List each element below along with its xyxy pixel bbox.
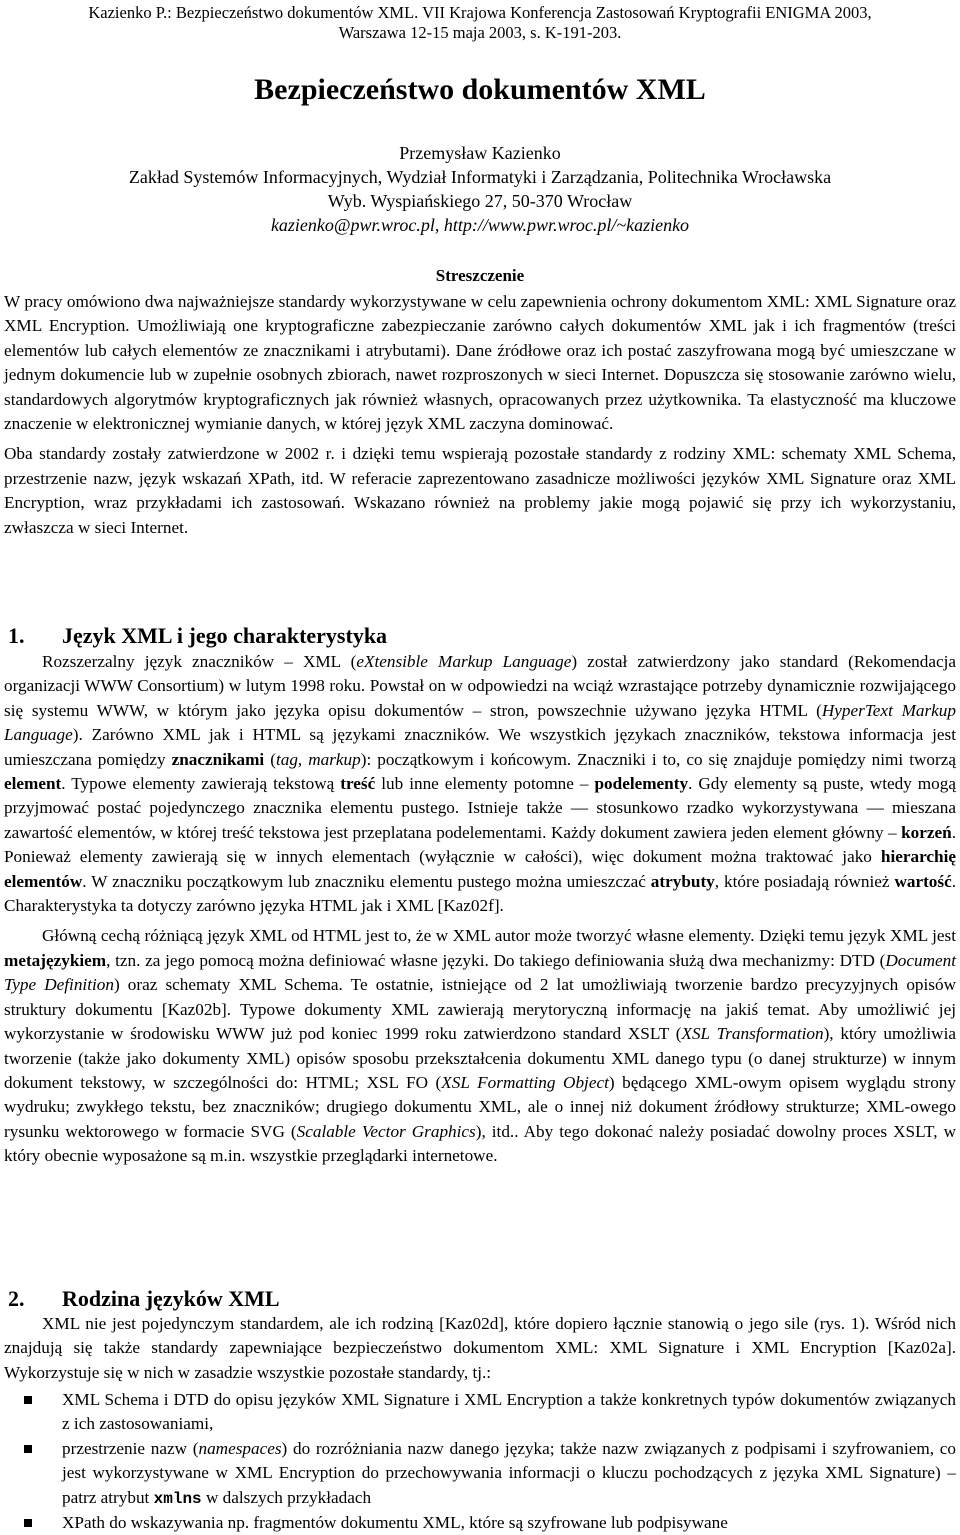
author-address: Wyb. Wyspiańskiego 27, 50-370 Wrocław — [327, 191, 633, 211]
abstract-paragraph-2: Oba standardy zostały zatwierdzone w 2002 r. i dzięki temu wspierają pozostałe standardy z rodziny XML: schematy XML Schema, przestrzenie nazw, język wskazań XPath, itd. W referacie zaprezentowano zasadnicze możliwości języków XML Signature oraz XML Encryption, wraz przykładami ich zastosowań. Wskazano również na problemy jakie mogą pojawić się przy ich wykorzystaniu, zwłaszcza w sieci Internet. — [4, 444, 956, 537]
author-contact: kazienko@pwr.wroc.pl, http://www.pwr.wroc.pl/~kazienko — [270, 215, 690, 235]
citation-header — [0, 3, 960, 43]
section-1-number: 1. — [8, 623, 25, 648]
section-1-body — [4, 650, 956, 1169]
list-item: przestrzenie nazw (namespaces) do rozróżniania nazw danego języka; także nazw związanych z podpisami i szyfrowaniem, co jest wykorzystywane w XML Encryption do przechowywania informacji o kluczu pochodzących z języka XML Signature) – patrz atrybut xmlns w dalszych przykładach — [4, 1437, 956, 1511]
section-1-paragraph-1: Rozszerzalny język znaczników – XML (eXtensible Markup Language) został zatwierdzony jako standard (Rekomendacja organizacji WWW Consortium) w lutym 1998 roku. Powstał on w odpowiedzi na wciąż wzrastające potrzeby dynamicznie rozwijającego się systemu WWW, w którym jako języka opisu dokumentów – stron, powszechnie używano języka HTML (HyperText Markup Language). Zarówno XML jak i HTML są językami znaczników. We wszystkich językach znaczników, tekstowa informacja jest umieszczana pomiędzy znacznikami (tag, markup): początkowym i końcowym. Znaczniki i to, co się znajduje pomiędzy nimi tworzą element. Typowe elementy zawierają tekstową treść lub inne elementy potomne – podelementy. Gdy elementy są puste, wtedy mogą przyjmować postać pojedynczego znacznika elementu pustego. Istnieje także — stosunkowo rzadko wykorzystywana — mieszana zawartość elementów, w której treść tekstowa jest przeplatana podelementami. Każdy dokument zawiera jeden element główny – korzeń. Ponieważ elementy zawierają się w innych elementach (wyłącznie w całości), więc dokument można traktować jako hierarchię elementów. W znaczniku początkowym lub znaczniku elementu pustego można umieszczać atrybuty, które posiadają również wartość. Charakterystyka ta dotyczy zarówno języka HTML jak i XML [Kaz02f]. — [4, 652, 957, 916]
square-bullet-icon — [24, 1519, 32, 1527]
section-2-body — [4, 1312, 956, 1385]
section-2-paragraph-1: XML nie jest pojedynczym standardem, ale ich rodziną [Kaz02d], które dopiero łącznie stanowią o jego sile (rys. 1). Wśród nich znajdują się także standardy zapewniające bezpieczeństwo dokumentom XML: XML Signature i XML Encryption [Kaz02a]. Wykorzystuje się w nich w zasadzie wszystkie pozostałe standardy, tj.: — [4, 1314, 956, 1382]
section-2-heading — [8, 1285, 280, 1313]
abstract-heading: Streszczenie — [435, 266, 525, 285]
section-2-number: 2. — [8, 1286, 25, 1311]
section-1-title: Język XML i jego charakterystyka — [62, 623, 388, 648]
section-2-title: Rodzina języków XML — [62, 1286, 280, 1311]
citation-line-2: Warszawa 12-15 maja 2003, s. K-191-203. — [338, 23, 622, 42]
author-name: Przemysław Kazienko — [399, 143, 561, 163]
citation-line-1: Kazienko P.: Bezpieczeństwo dokumentów XML. VII Krajowa Konferencja Zastosowań Kryptografii ENIGMA 2003, — [88, 3, 872, 22]
square-bullet-icon — [24, 1396, 32, 1404]
abstract-body — [4, 290, 956, 540]
list-item: XPath do wskazywania np. fragmentów dokumentu XML, które są szyfrowane lub podpisywane — [4, 1511, 956, 1535]
abstract-paragraph-1: W pracy omówiono dwa najważniejsze standardy wykorzystywane w celu zapewnienia ochrony dokumentom XML: XML Signature oraz XML Encryption. Umożliwiają one kryptograficzne zabezpieczanie zarówno całych dokumentów XML jak i ich fragmentów (treści elementów lub całych elementów ze znacznikami i atrybutami). Dane źródłowe oraz ich postać zaszyfrowana mogą być umieszczane w jednym dokumencie lub w zupełnie osobnych zbiorach, nawet rozproszonych w sieci Internet. Dopuszcza się stosowanie zarówno wielu, standardowych algorytmów kryptograficznych jak również własnych, opracowanych przez użytkownika. Ta elastyczność ma kluczowe znaczenie w elektronicznej wymianie danych, w której język XML zaczyna dominować. — [4, 292, 956, 434]
code-xmlns: xmlns — [153, 1489, 202, 1508]
author-affiliation: Zakład Systemów Informacyjnych, Wydział Informatyki i Zarządzania, Politechnika Wrocławska — [128, 167, 832, 187]
section-1-heading — [8, 622, 387, 650]
paper-title: Bezpieczeństwo dokumentów XML — [254, 73, 706, 106]
author-block — [0, 141, 960, 237]
section-1-paragraph-2: Główną cechą różniącą język XML od HTML jest to, że w XML autor może tworzyć własne elementy. Dzięki temu język XML jest metajęzykiem, tzn. za jego pomocą można definiować własne języki. Do takiego definiowania służą dwa mechanizmy: DTD (Document Type Definition) oraz schematy XML Schema. Te ostatnie, istniejące od 2 lat umożliwiają tworzenie bardzo precyzyjnych opisów struktury dokumentu [Kaz02b]. Typowe dokumenty XML zawierają merytoryczną informację na jakiś temat. Aby umożliwić jej wykorzystanie w środowisku WWW już pod koniec 1999 roku zatwierdzono standard XSLT (XSL Transformation), który umożliwia tworzenie (także jako dokumenty XML) opisów sposobu przekształcenia dokumentu XML danego typu (o danej strukturze) w innym dokument tekstowy, w szczególności do: HTML; XSL FO (XSL Formatting Object) będącego XML-owym opisem wyglądu strony wydruku; zwykłego tekstu, bez znaczników; drugiego dokumentu XML, ale o innej niż dokument źródłowy strukturze; XML-owego rysunku wektorowego w formacie SVG (Scalable Vector Graphics), itd.. Aby tego dokonać należy posiadać dowolny proces XSLT, w który obecnie wyposażone są m.in. wszystkie przeglądarki internetowe. — [4, 926, 956, 1166]
section-2-bullet-list — [4, 1388, 956, 1535]
square-bullet-icon — [24, 1445, 32, 1453]
list-item: XML Schema i DTD do opisu języków XML Signature i XML Encryption a także konkretnych typów dokumentów związanych z ich zastosowaniami, — [4, 1388, 956, 1437]
